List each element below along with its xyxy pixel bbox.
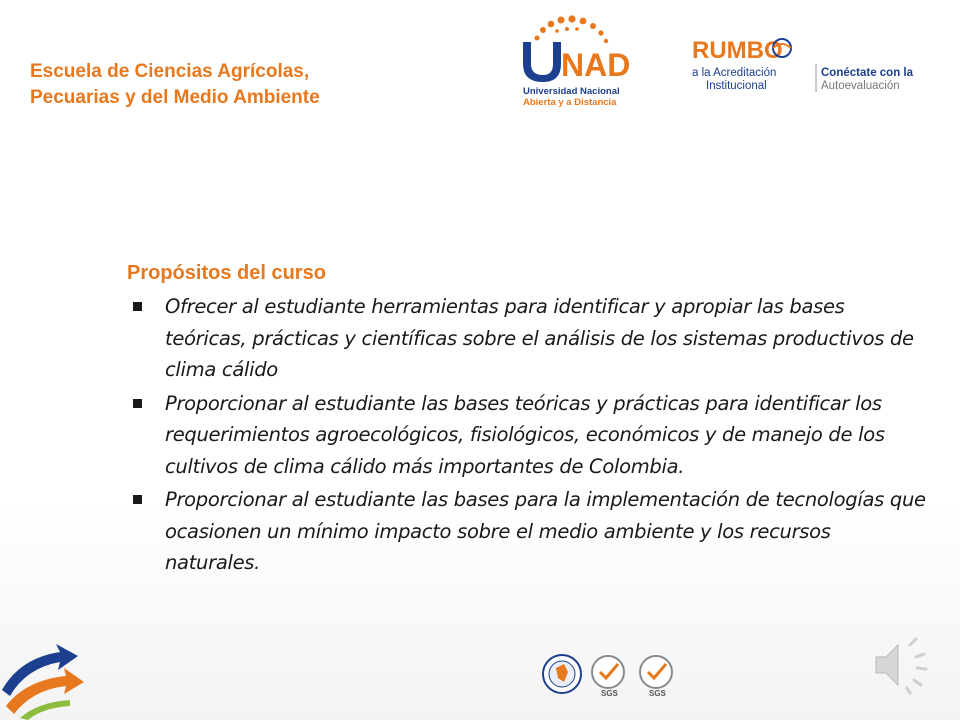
- unad-logo: [515, 12, 645, 112]
- unad-nad-letters: NAD: [561, 47, 631, 83]
- certification-logos: [540, 650, 690, 700]
- purpose-item: [127, 291, 927, 386]
- sgs-cert-icon: [592, 656, 624, 698]
- rumbo-acreditacion-logo: [690, 34, 930, 98]
- rumbo-title: RUMBO: [692, 37, 783, 64]
- sgs-label: SGS: [649, 689, 666, 698]
- unad-name-line1: Universidad Nacional: [523, 86, 620, 97]
- square-bullet-icon: [133, 399, 142, 408]
- rumbo-line1: a la Acreditación: [692, 67, 777, 79]
- svg-text:a la Acreditación: [692, 67, 776, 79]
- purpose-text: Proporcionar al estudiante las bases teóricas y prácticas para identificar los requerimientos agroecológicos, fisiológicos, económicos y de manejo de los cultivos de clima cálido más importantes de Colombia.: [165, 391, 885, 478]
- rumbo-line2: Institucional: [706, 80, 767, 92]
- purposes-list: [127, 291, 927, 579]
- purpose-item: [127, 388, 927, 483]
- purpose-item: [127, 484, 927, 579]
- colombia-seal-icon: [543, 655, 581, 693]
- rumbo-tag2: Autoevaluación: [821, 80, 900, 92]
- sgs-label: SGS: [601, 689, 618, 698]
- purpose-text: Ofrecer al estudiante herramientas para identificar y apropiar las bases teóricas, prácticas y científicas sobre el análisis de los sistemas productivos de clima cálido: [165, 295, 914, 381]
- square-bullet-icon: [133, 302, 142, 311]
- unad-u-letter: [523, 42, 561, 82]
- purpose-text: Proporcionar al estudiante las bases para la implementación de tecnologías que ocasionen un mínimo impacto sobre el medio ambiente y los recursos naturales.: [165, 488, 926, 574]
- speaker-icon[interactable]: [870, 635, 940, 695]
- unad-dots-arc: [535, 15, 609, 43]
- school-name-line2: Pecuarias y del Medio Ambiente: [30, 87, 320, 108]
- corner-arrow-icon: [0, 630, 90, 720]
- unad-name-line2: Abierta y a Distancia: [523, 97, 617, 108]
- square-bullet-icon: [133, 495, 142, 504]
- school-name: [30, 59, 320, 111]
- school-name-line1: Escuela de Ciencias Agrícolas,: [30, 61, 310, 82]
- sgs-cert-icon: [640, 656, 672, 698]
- course-purposes-title: Propósitos del curso: [127, 262, 326, 284]
- course-purposes: [127, 262, 927, 581]
- rumbo-tag1: Conéctate con la: [821, 67, 914, 79]
